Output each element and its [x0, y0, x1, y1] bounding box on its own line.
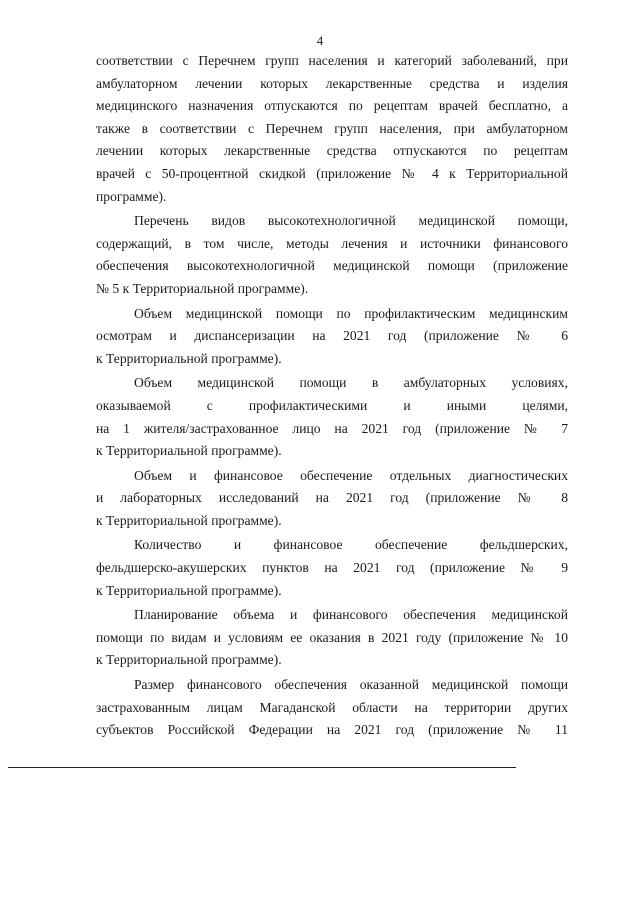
page-number: 4: [316, 33, 324, 48]
text-line: на 1 жителя/застрахованное лицо на 2021 год (приложение № 7: [96, 420, 568, 436]
footnote-separator: [8, 767, 516, 768]
paragraph: [96, 674, 568, 742]
paragraph: [96, 210, 568, 300]
text-line: субъектов Российской Федерации на 2021 год (приложение № 11: [96, 722, 568, 738]
text-line: застрахованным лицам Магаданской области на территории других: [96, 699, 568, 715]
text-line: осмотрам и диспансеризации на 2021 год (приложение № 6: [96, 328, 568, 344]
text-line: медицинского назначения отпускаются по рецептам врачей бесплатно, а: [96, 98, 568, 114]
text-line: к Территориальной программе).: [96, 443, 282, 459]
text-line: Объем медицинской помощи по профилактическим медицинским: [134, 305, 568, 321]
text-line: лечении которых лекарственные средства отпускаются по рецептам: [96, 143, 568, 159]
text-line: фельдшерско-акушерских пунктов на 2021 год (приложение № 9: [96, 560, 568, 576]
text-line: Объем и финансовое обеспечение отдельных диагностических: [134, 467, 568, 483]
text-line: и лабораторных исследований на 2021 год (приложение № 8: [96, 490, 568, 506]
text-line: к Территориальной программе).: [96, 582, 282, 598]
document-body: [96, 50, 568, 742]
text-line: к Территориальной программе).: [96, 652, 282, 668]
paragraph: [96, 604, 568, 672]
paragraph: [96, 372, 568, 462]
text-line: оказываемой с профилактическими и иными целями,: [96, 397, 568, 413]
text-line: к Территориальной программе).: [96, 512, 282, 528]
text-line: амбулаторном лечении которых лекарственные средства и изделия: [96, 75, 568, 91]
text-line: Объем медицинской помощи в амбулаторных условиях,: [134, 375, 568, 391]
text-line: Перечень видов высокотехнологичной медицинской помощи,: [134, 213, 568, 229]
text-line: Планирование объема и финансового обеспечения медицинской: [134, 607, 568, 623]
paragraph: [96, 50, 568, 208]
text-line: программе).: [96, 188, 167, 204]
text-line: также в соответствии с Перечнем групп населения, при амбулаторном: [96, 120, 568, 136]
text-line: № 5 к Территориальной программе).: [96, 280, 309, 296]
text-line: Размер финансового обеспечения оказанной медицинской помощи: [134, 677, 568, 693]
paragraph: [96, 465, 568, 533]
text-line: к Территориальной программе).: [96, 350, 282, 366]
text-line: обеспечения высокотехнологичной медицинской помощи (приложение: [96, 258, 568, 274]
text-line: содержащий, в том числе, методы лечения и источники финансового: [96, 235, 568, 251]
paragraph: [96, 534, 568, 602]
text-line: помощи по видам и условиям ее оказания в 2021 году (приложение № 10: [96, 629, 568, 645]
paragraph: [96, 303, 568, 371]
text-line: врачей с 50-процентной скидкой (приложение № 4 к Территориальной: [96, 165, 568, 181]
text-line: Количество и финансовое обеспечение фельдшерских,: [134, 537, 568, 553]
text-line: соответствии с Перечнем групп населения и категорий заболеваний, при: [96, 53, 568, 68]
